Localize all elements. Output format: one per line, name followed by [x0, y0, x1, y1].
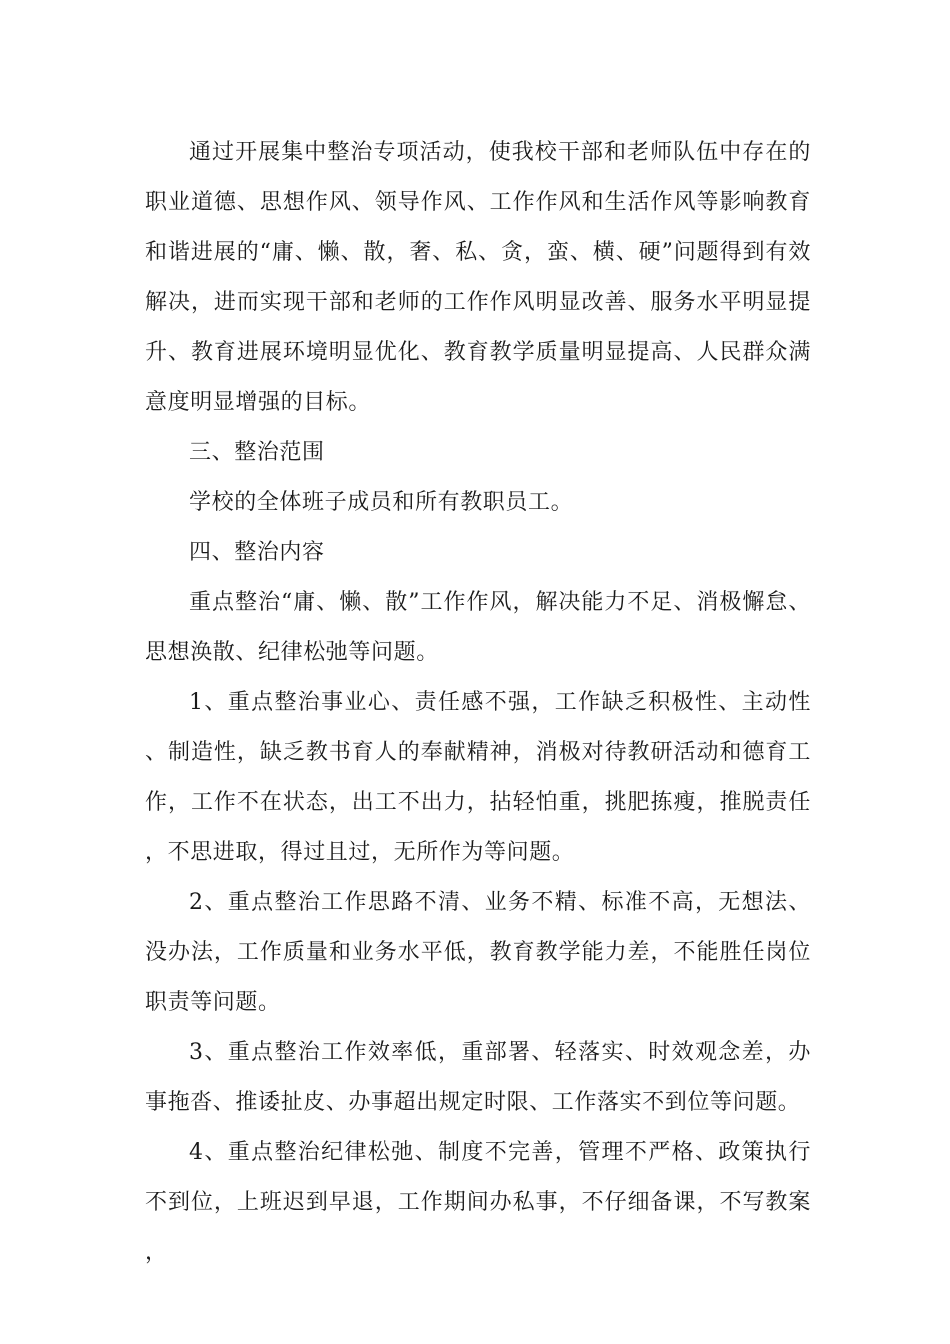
document-body — [145, 128, 811, 1278]
section-heading-content: 四、整治内容 — [189, 540, 325, 565]
paragraph-goal: 通过开展集中整治专项活动，使我校干部和老师队伍中存在的职业道德、思想作风、领导作风、工作作风和生活作风等影响教育和谐进展的“庸、懒、散，奢、私、贪，蛮、横、硬”问题得到有效解决，进而实现干部和老师的工作作风明显改善、服务水平明显提升、教育进展环境明显优化、教育教学质量明显提高、人民群众满意度明显增强的目标。 — [145, 140, 811, 415]
paragraph-item-4: 4、重点整治纪律松弛、制度不完善，管理不严格、政策执行不到位，上班迟到早退，工作期间办私事，不仔细备课，不写教案， — [145, 1140, 811, 1265]
paragraph-content-intro: 重点整治“庸、懒、散”工作作风，解决能力不足、消极懈怠、思想涣散、纪律松弛等问题。 — [145, 590, 811, 665]
paragraph-item-2: 2、重点整治工作思路不清、业务不精、标准不高，无想法、没办法，工作质量和业务水平低，教育教学能力差，不能胜任岗位职责等问题。 — [145, 890, 811, 1015]
paragraph-item-3: 3、重点整治工作效率低，重部署、轻落实、时效观念差，办事拖沓、推诿扯皮、办事超出规定时限、工作落实不到位等问题。 — [145, 1040, 811, 1115]
paragraph-item-1: 1、重点整治事业心、责任感不强，工作缺乏积极性、主动性、制造性，缺乏教书育人的奉献精神，消极对待教研活动和德育工作，工作不在状态，出工不出力，拈轻怕重，挑肥拣瘦，推脱责任，不思进取，得过且过，无所作为等问题。 — [145, 690, 811, 865]
paragraph-scope: 学校的全体班子成员和所有教职员工。 — [189, 490, 574, 515]
section-heading-scope: 三、整治范围 — [189, 440, 325, 465]
